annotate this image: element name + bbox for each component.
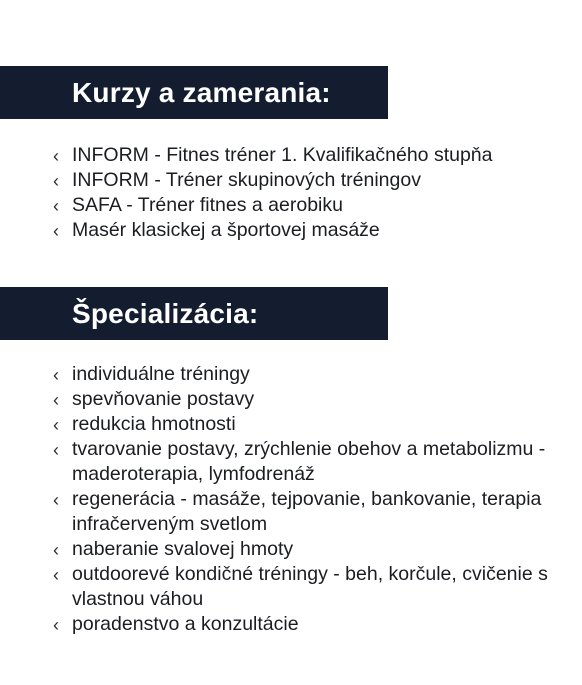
list-item-text: INFORM - Tréner skupinových tréningov xyxy=(72,169,421,191)
chevron-left-icon: ‹ xyxy=(53,221,59,241)
courses-heading: Kurzy a zamerania: xyxy=(72,76,331,108)
list-item xyxy=(0,562,582,612)
list-item xyxy=(0,412,582,437)
chevron-left-icon: ‹ xyxy=(53,171,59,191)
courses-heading-banner xyxy=(0,66,388,119)
specialization-heading-banner xyxy=(0,287,388,340)
list-item xyxy=(0,218,582,243)
chevron-left-icon: ‹ xyxy=(53,540,59,560)
specialization-list xyxy=(0,362,582,637)
specialization-heading: Špecializácia: xyxy=(72,297,259,329)
list-item xyxy=(0,537,582,562)
list-item-text: outdoorevé kondičné tréningy - beh, korčule, cvičenie s vlastnou váhou xyxy=(72,563,548,610)
list-item-text: regenerácia - masáže, tejpovanie, bankovanie, terapia infračerveným svetlom xyxy=(72,488,542,535)
list-item-text: INFORM - Fitnes tréner 1. Kvalifikačného stupňa xyxy=(72,144,493,166)
list-item xyxy=(0,437,582,487)
chevron-left-icon: ‹ xyxy=(53,390,59,410)
chevron-left-icon: ‹ xyxy=(53,365,59,385)
list-item xyxy=(0,168,582,193)
list-item xyxy=(0,387,582,412)
list-item xyxy=(0,362,582,387)
chevron-left-icon: ‹ xyxy=(53,490,59,510)
chevron-left-icon: ‹ xyxy=(53,146,59,166)
chevron-left-icon: ‹ xyxy=(53,440,59,460)
list-item-text: redukcia hmotnosti xyxy=(72,413,236,435)
list-item-text: poradenstvo a konzultácie xyxy=(72,613,299,635)
list-item-text: Masér klasickej a športovej masáže xyxy=(72,219,380,241)
list-item xyxy=(0,143,582,168)
chevron-left-icon: ‹ xyxy=(53,615,59,635)
list-item xyxy=(0,487,582,537)
list-item-text: individuálne tréningy xyxy=(72,363,250,385)
list-item xyxy=(0,193,582,218)
chevron-left-icon: ‹ xyxy=(53,565,59,585)
list-item-text: tvarovanie postavy, zrýchlenie obehov a metabolizmu - maderoterapia, lymfodrenáž xyxy=(72,438,546,485)
courses-list xyxy=(0,143,582,243)
chevron-left-icon: ‹ xyxy=(53,415,59,435)
list-item-text: spevňovanie postavy xyxy=(72,388,255,410)
chevron-left-icon: ‹ xyxy=(53,196,59,216)
list-item xyxy=(0,612,582,637)
list-item-text: naberanie svalovej hmoty xyxy=(72,538,294,560)
list-item-text: SAFA - Tréner fitnes a aerobiku xyxy=(72,194,343,216)
